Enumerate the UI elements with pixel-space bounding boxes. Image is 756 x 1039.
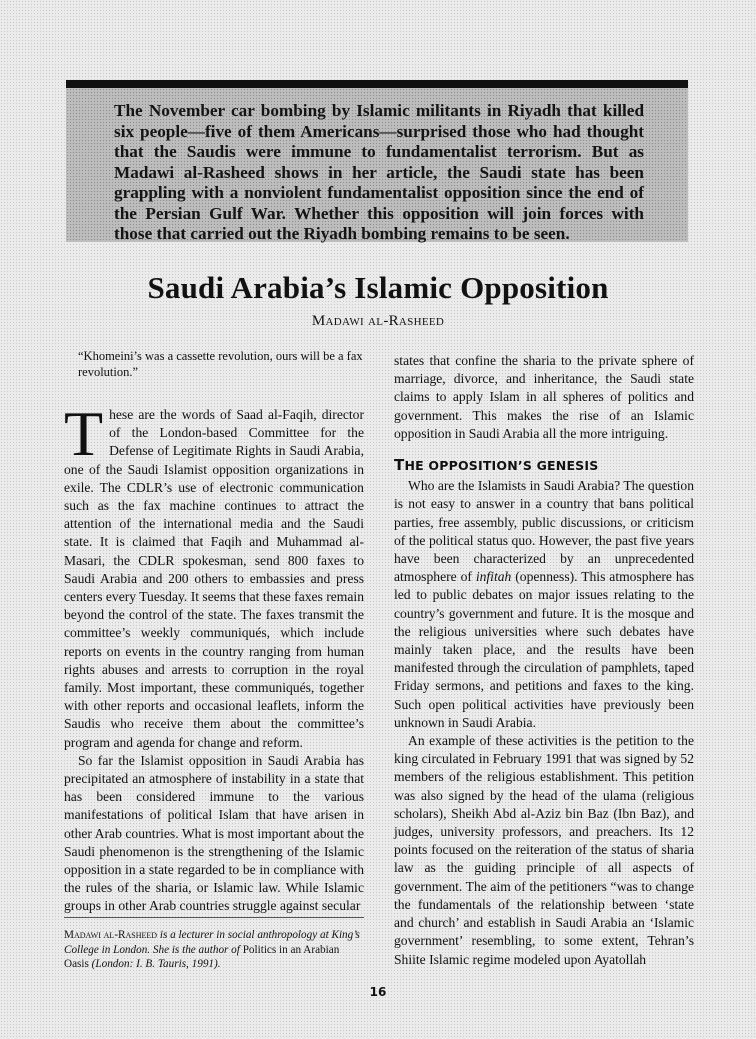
footnote-text-1: is a lecturer in social anthropology at King’s College in London. She is the author of xyxy=(64,929,360,956)
cdlr-abbrev-2: CDLR xyxy=(138,552,175,568)
lede-text: The November car bombing by Islamic militants in Riyadh that killed six people—five of them Americans—surprised those who had thought that the Saudis were immune to fundamentalist terrorism. But as Madawi al-Rasheed shows in her article, the Saudi state has been grappling with a nonviolent fundamentalist opposition since the end of the Persian Gulf War. Whether this opposition will join forces with those that carried out the Riyadh bombing remains to be seen. xyxy=(114,101,644,243)
footnote-text-2: (London: I. B. Tauris, 1991). xyxy=(88,958,221,970)
right-column xyxy=(394,352,694,969)
top-rule xyxy=(66,80,688,88)
left-paragraph-1 xyxy=(64,398,364,752)
left-p1-part-c: spokesman, send 800 faxes to Saudi Arabia and 200 others to embassies and press centers every Tuesday. It seems that these faxes remain beyond the control of the state. The faxes transmit the committee’s weekly communiqués, which include reports on events in the country ranging from human rights abuses and arrests to corruption in the royal family. Most important, these communiqués, together with other reports and occasional leaflets, inform the Saudis who receive them about the committee’s program and agenda for change and reform. xyxy=(64,552,364,750)
author-footnote xyxy=(64,928,364,972)
section-heading-rest: HE OPPOSITION’S GENESIS xyxy=(404,458,599,474)
right-p2-part-b: (openness). This atmosphere has led to public debates on major issues relating to the country’s government and future. It is the mosque and the religious universities where such debates have mainly taken place, and the results have been manifested through the circulation of pamphlets, taped Friday sermons, and petitions and faxes to the king. Such open political activities have previously been unknown in Saudi Arabia. xyxy=(394,569,694,730)
footnote-rule xyxy=(64,917,364,918)
lede-box xyxy=(66,88,688,242)
page-number: 16 xyxy=(369,985,387,999)
footnote-author-name: Madawi al-Rasheed xyxy=(64,929,158,941)
right-p2-part-a: Who are the Islamists in Saudi Arabia? The question is not easy to answer in a country that bans political parties, free assembly, public discussions, or criticism of the political status quo. However, the past five years have been characterized by an unprecedented atmosphere of xyxy=(394,478,694,585)
left-paragraph-2: So far the Islamist opposition in Saudi Arabia has precipitated an atmosphere of instability in a state that has been considered immune to the various manifestations of political Islam that have arisen in other Arab countries. What is most important about the Saudi phenomenon is the strengthening of the Islamic opposition in a state regarded to be in compliance with the rules of the sharia, or Islamic law. While Islamic groups in other Arab countries struggle against secular xyxy=(64,752,364,914)
cdlr-abbrev-1: CDLR xyxy=(126,479,164,495)
infitah-term: infitah xyxy=(475,569,512,585)
left-p1-part-b: ’s use of electronic communication such as the fax machine continues to attract the attention of the international media and the Saudi state. It is claimed that Faqih and Muhammad al-Masari, the xyxy=(64,479,364,568)
left-column xyxy=(64,348,364,916)
section-heading-initial: T xyxy=(394,456,405,475)
article-title: Saudi Arabia’s Islamic Opposition xyxy=(147,270,609,305)
drop-cap: T xyxy=(64,398,104,469)
right-paragraph-2 xyxy=(394,477,694,732)
author-byline: Madawi al-Rasheed xyxy=(311,313,445,329)
section-heading xyxy=(394,456,694,475)
epigraph: “Khomeini’s was a cassette revolution, ours will be a fax revolution.” xyxy=(78,349,363,379)
right-paragraph-1: states that confine the sharia to the private sphere of marriage, divorce, and inheritance, the Saudi state claims to apply Islam in all spheres of politics and government. This makes the rise of an Islamic opposition in Saudi Arabia all the more intriguing. xyxy=(394,353,694,441)
left-p1-part-a: hese are the words of Saad al-Faqih, director of the London-based Committee for the Defense of Legitimate Rights in Saudi Arabia, one of the Saudi Islamist opposition organizations in exile. The xyxy=(64,407,364,495)
right-paragraph-3: An example of these activities is the petition to the king circulated in February 1991 that was signed by 52 members of the religious establishment. This petition was also signed by the head of the ulama (religious scholars), Sheikh Abd al-Aziz bin Baz (Ibn Baz), and judges, university professors, and preachers. Its 12 points focused on the reiteration of the status of sharia law as the guiding principle of all aspects of government. The aim of the petitioners “was to change the fundamentals of the relationship between ‘state and church’ and establish in Saudi Arabia an ‘Islamic government’ resembling, to some extent, Tehran’s Shiite Islamic regime modeled upon Ayatollah xyxy=(394,733,694,967)
footnote-book-title: Politics in an Arabian Oasis xyxy=(64,943,340,970)
